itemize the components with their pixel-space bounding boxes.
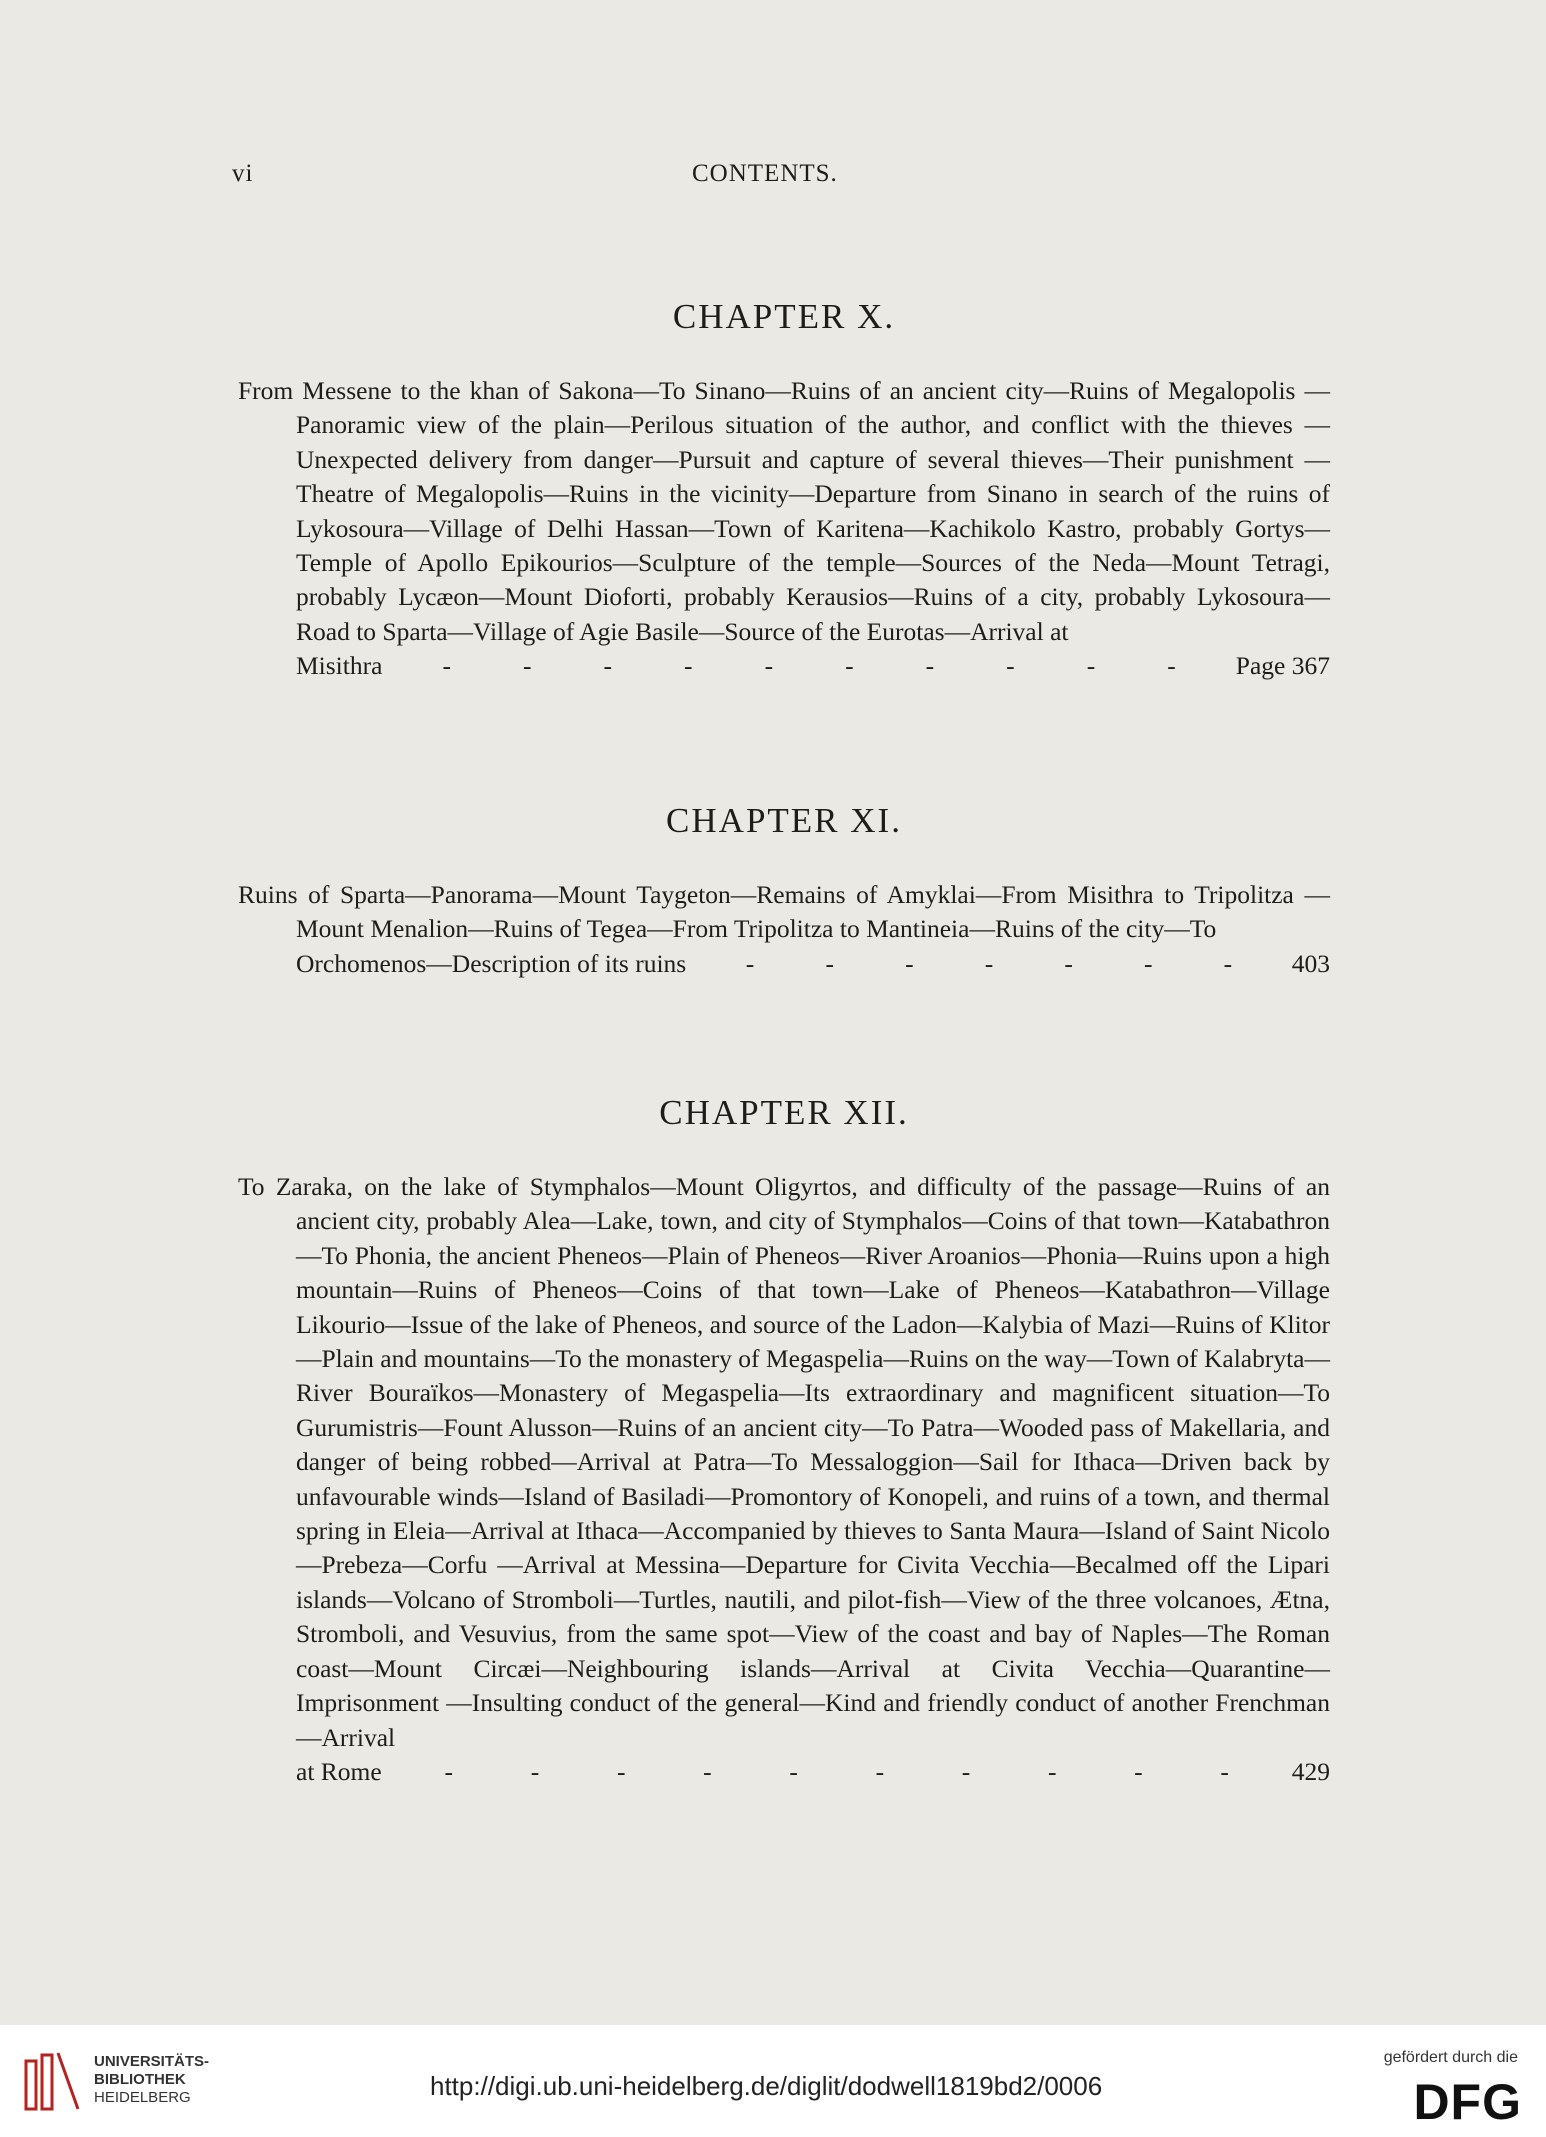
dot-leader: - - - - - - - - - - xyxy=(444,1756,1229,1786)
dfg-logo: DFG xyxy=(1413,2074,1522,2130)
running-head xyxy=(232,160,1332,196)
funded-by-label: gefördert durch die xyxy=(1383,2049,1518,2066)
page-numeral: vi xyxy=(232,160,254,187)
page-number: 403 xyxy=(1291,948,1330,978)
dot-leader: - - - - - - - - - - xyxy=(442,651,1176,681)
chapter-xi-section xyxy=(238,796,1330,981)
page-reference-line xyxy=(238,649,1330,683)
last-line-text: Misithra xyxy=(296,651,383,681)
chapter-heading: CHAPTER XII. xyxy=(659,1093,909,1132)
chapter-x-section xyxy=(238,292,1330,684)
chapter-xii-section xyxy=(238,1088,1330,1789)
page-reference-line xyxy=(238,1755,1330,1789)
chapter-heading: CHAPTER XI. xyxy=(666,801,902,840)
library-name: UNIVERSITÄTS- BIBLIOTHEK HEIDELBERG xyxy=(94,2053,210,2106)
library-logo-icon xyxy=(22,2047,84,2113)
page-number: 429 xyxy=(1291,1756,1330,1786)
chapter-summary: To Zaraka, on the lake of Stymphalos—Mount Oligyrtos, and difficulty of the passage—Ruins of an ancient city, probably Alea—Lake, town, and city of Stymphalos—Coins of that town—Katabathron—To Phonia, the ancient Pheneos—Plain of Pheneos—River Aroanios—Phonia—Ruins upon a high mountain—Ruins of Pheneos—Coins of that town—Lake of Pheneos—Katabathron—Village Likourio—Issue of the lake of Pheneos, and source of the Ladon—Kalybia of Mazi—Ruins of Klitor—Plain and mountains—To the monastery of Megaspelia—Ruins on the way—Town of Kalabryta—River Bouraïkos—Monastery of Megaspelia—Its extraordinary and magnificent situation—To Gurumistris—Fount Alusson—Ruins of an ancient city—To Patra—Wooded pass of Makellaria, and danger of being robbed—Arrival at Patra—To Messaloggion—Sail for Ithaca—Driven back by unfavourable winds—Island of Basiladi—Promontory of Konopeli, and ruins of a town, and thermal spring in Eleia—Arrival at Ithaca—Accompanied by thieves to Santa Maura—Island of Saint Nicolo—Prebeza—Corfu —Arrival at Messina—Departure for Civita Vecchia—Becalmed off the Lipari islands—Volcano of Stromboli—Turtles, nautili, and pilot-fish—View of the three volcanoes, Ætna, Stromboli, and Vesuvius, from the same spot—View of the coast and bay of Naples—The Roman coast—Mount Circæi—Neighbouring islands—Arrival at Civita Vecchia—Quarantine—Imprisonment —Insulting conduct of the general—Kind and friendly conduct of another Frenchman—Arrival xyxy=(238,1172,1330,1752)
last-line-text: Orchomenos—Description of its ruins xyxy=(296,948,687,978)
permalink-url[interactable]: http://digi.ub.uni-heidelberg.de/diglit/dodwell1819bd2/0006 xyxy=(430,2071,1103,2101)
chapter-summary: Ruins of Sparta—Panorama—Mount Taygeton—Remains of Amyklai—From Misithra to Tripolitza —Mount Menalion—Ruins of Tegea—From Tripolitza to Mantineia—Ruins of the city—To xyxy=(238,880,1330,944)
page-number: Page 367 xyxy=(1235,651,1330,681)
chapter-heading: CHAPTER X. xyxy=(672,297,896,336)
dot-leader: - - - - - - - xyxy=(745,948,1233,978)
page-reference-line xyxy=(238,947,1330,981)
chapter-summary: From Messene to the khan of Sakona—To Sinano—Ruins of an ancient city—Ruins of Megalopolis —Panoramic view of the plain—Perilous situation of the author, and conflict with the thieves —Unexpected delivery from danger—Pursuit and capture of several thieves—Their punishment —Theatre of Megalopolis—Ruins in the vicinity—Departure from Sinano in search of the ruins of Lykosoura—Village of Delhi Hassan—Town of Karitena—Kachikolo Kastro, probably Gortys—Temple of Apollo Epikourios—Sculpture of the temple—Sources of the Neda—Mount Tetragi, probably Lycæon—Mount Dioforti, probably Kerausios—Ruins of a city, probably Lykosoura—Road to Sparta—Village of Agie Basile—Source of the Eurotas—Arrival at xyxy=(238,376,1330,646)
viewer-footer xyxy=(0,2025,1546,2137)
running-title: CONTENTS. xyxy=(692,160,838,187)
last-line-text: at Rome xyxy=(296,1756,382,1786)
